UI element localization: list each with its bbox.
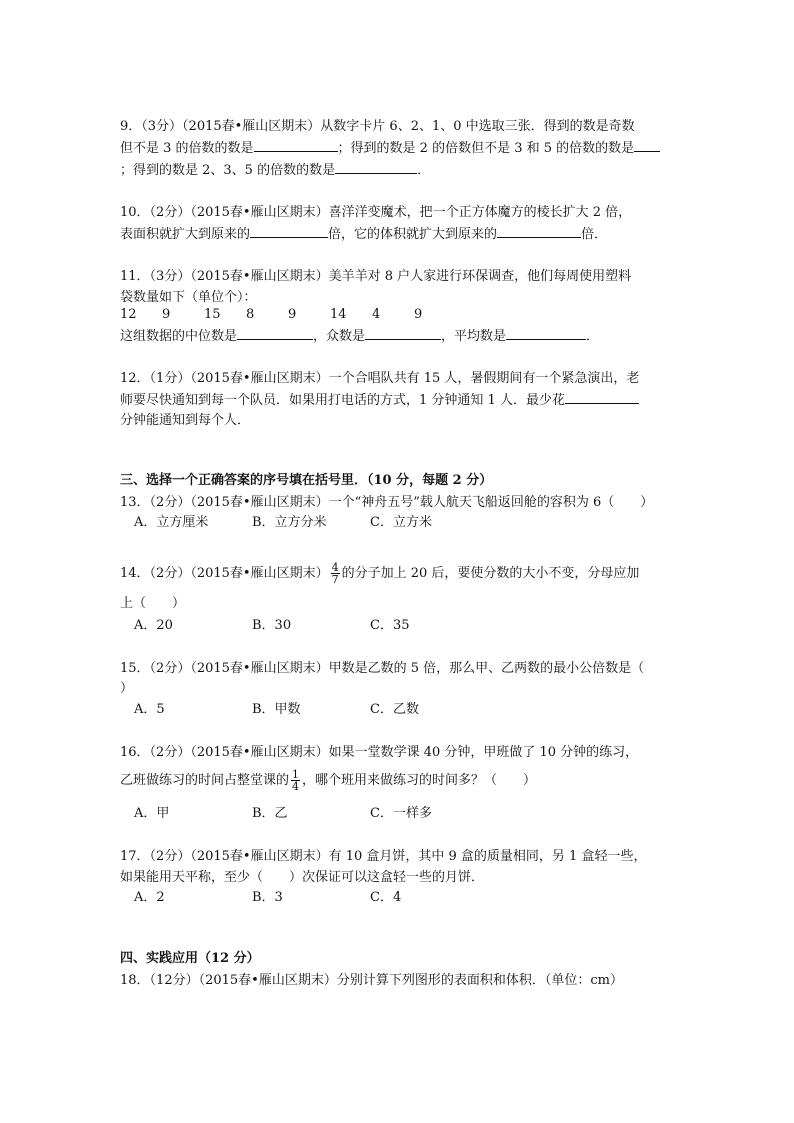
q9-line3 bbox=[120, 161, 430, 180]
q13-option-b[interactable]: B．立方分米 bbox=[252, 515, 327, 530]
q11-blank-2[interactable] bbox=[365, 327, 441, 340]
q15-line1: 15．（2分）（2015春•雁山区期末）甲数是乙数的 5 倍，那么甲、乙两数的最小公倍数是（ bbox=[120, 661, 645, 676]
q15-line2: ） bbox=[120, 681, 134, 696]
q13-text: 13．（2分）（2015春•雁山区期末）一个“神舟五号”载人航天飞船返回舱的容积为 6（ ） bbox=[120, 495, 654, 510]
q16-option-b[interactable]: B．乙 bbox=[252, 806, 288, 821]
q9-line1: 9．（3分）（2015春•雁山区期末）从数字卡片 6、2、1、0 中选取三张．得到的数是奇数 bbox=[120, 119, 635, 134]
q11-num: 9 bbox=[162, 307, 171, 322]
q14-text: 14．（2分）（2015春•雁山区期末） bbox=[120, 566, 329, 581]
q10-text: 倍． bbox=[581, 227, 608, 242]
q11-num: 15 bbox=[204, 307, 221, 322]
q9-text: ． bbox=[417, 163, 431, 178]
q11-data-row bbox=[120, 306, 434, 324]
q9-blank-3[interactable] bbox=[335, 161, 417, 174]
q10-text: 倍，它的体积就扩大到原来的 bbox=[328, 227, 498, 242]
section-4-heading: 四、实践应用（12 分） bbox=[120, 951, 260, 966]
q14-fraction-denominator: 7 bbox=[331, 573, 339, 586]
q14-line1 bbox=[120, 561, 639, 587]
q11-text: 这组数据的中位数是 bbox=[120, 329, 238, 344]
q16-line2 bbox=[120, 768, 536, 794]
q10-blank-2[interactable] bbox=[497, 225, 581, 238]
q13-option-a[interactable]: A．立方厘米 bbox=[134, 515, 209, 530]
q10-blank-1[interactable] bbox=[250, 225, 328, 238]
q16-text: ，哪个班用来做练习的时间多？（ ） bbox=[302, 773, 537, 788]
q9-blank-2[interactable] bbox=[634, 139, 660, 152]
q11-line4 bbox=[120, 327, 599, 346]
q14-line2: 上（ ） bbox=[120, 596, 186, 611]
q11-blank-3[interactable] bbox=[506, 327, 586, 340]
q11-num: 4 bbox=[372, 307, 381, 322]
q16-line1: 16．（2分）（2015春•雁山区期末）如果一堂数学课 40 分钟，甲班做了 10 分钟的练习， bbox=[120, 745, 639, 760]
q12-text: 师要尽快通知到每一个队员．如果用打电话的方式，1 分钟通知 1 人．最少花 bbox=[120, 393, 565, 408]
q11-num: 14 bbox=[330, 307, 347, 322]
q11-line1: 11．（3分）（2015春•雁山区期末）美羊羊对 8 户人家进行环保调查，他们每周使用塑料 bbox=[120, 269, 632, 284]
q16-fraction-denominator: 4 bbox=[292, 780, 300, 793]
q11-blank-1[interactable] bbox=[237, 327, 313, 340]
q16-option-a[interactable]: A．甲 bbox=[134, 806, 170, 821]
q15-option-c[interactable]: C．乙数 bbox=[370, 702, 419, 717]
q11-num: 9 bbox=[414, 307, 423, 322]
q14-option-c[interactable]: C．35 bbox=[370, 618, 410, 633]
q18-text: 18．（12分）（2015春•雁山区期末）分别计算下列图形的表面积和体积．（单位：cm） bbox=[120, 973, 623, 988]
q12-line3: 分钟能通知到每个人． bbox=[120, 413, 251, 428]
section-3-heading: 三、选择一个正确答案的序号填在括号里．（10 分，每题 2 分） bbox=[120, 473, 493, 488]
q16-option-c[interactable]: C．一样多 bbox=[370, 806, 432, 821]
q11-line2: 袋数量如下（单位个）： bbox=[120, 290, 257, 305]
q17-option-a[interactable]: A．2 bbox=[134, 890, 165, 905]
q17-option-b[interactable]: B．3 bbox=[252, 890, 283, 905]
q11-text: ，平均数是 bbox=[441, 329, 507, 344]
q14-fraction-numerator: 4 bbox=[331, 561, 339, 574]
q15-option-a[interactable]: A．5 bbox=[134, 702, 165, 717]
q12-blank[interactable] bbox=[565, 391, 639, 404]
q12-line2 bbox=[120, 391, 639, 410]
q14-text: 的分子加上 20 后，要使分数的大小不变，分母应加 bbox=[341, 566, 640, 581]
q9-text: 但不是 3 的倍数的数是 bbox=[120, 141, 254, 156]
q9-text: ；得到的数是 2、3、5 的倍数的数是 bbox=[120, 163, 336, 178]
q10-line1: 10．（2分）（2015春•雁山区期末）喜洋洋变魔术，把一个正方体魔方的棱长扩大 2 倍， bbox=[120, 205, 632, 220]
q9-blank-1[interactable] bbox=[254, 139, 338, 152]
q16-fraction bbox=[291, 769, 300, 792]
q11-text: ，众数是 bbox=[313, 329, 366, 344]
q17-line1: 17．（2分）（2015春•雁山区期末）有 10 盒月饼，其中 9 盒的质量相同，另 1 盒轻一些， bbox=[120, 849, 647, 864]
q14-option-b[interactable]: B．30 bbox=[252, 618, 292, 633]
q15-option-b[interactable]: B．甲数 bbox=[252, 702, 301, 717]
q9-line2 bbox=[120, 139, 660, 158]
q17-option-c[interactable]: C．4 bbox=[370, 890, 402, 905]
q12-line1: 12．（1分）（2015春•雁山区期末）一个合唱队共有 15 人，暑假期间有一个紧急演出，老 bbox=[120, 371, 640, 386]
q16-fraction-numerator: 1 bbox=[292, 768, 300, 781]
q13-option-c[interactable]: C．立方米 bbox=[370, 515, 432, 530]
q14-option-a[interactable]: A．20 bbox=[134, 618, 173, 633]
q16-text: 乙班做练习的时间占整堂课的 bbox=[120, 773, 290, 788]
q9-text: ；得到的数是 2 的倍数但不是 3 和 5 的倍数的数是 bbox=[337, 141, 635, 156]
q11-text: ． bbox=[586, 329, 600, 344]
q17-line2: 如果能用天平称，至少（ ）次保证可以这盒轻一些的月饼． bbox=[120, 870, 485, 885]
q11-num: 12 bbox=[120, 307, 137, 322]
q11-num: 8 bbox=[246, 307, 255, 322]
q11-num: 9 bbox=[288, 307, 297, 322]
q14-fraction bbox=[331, 562, 340, 585]
q10-text: 表面积就扩大到原来的 bbox=[120, 227, 251, 242]
q10-line2 bbox=[120, 225, 607, 244]
